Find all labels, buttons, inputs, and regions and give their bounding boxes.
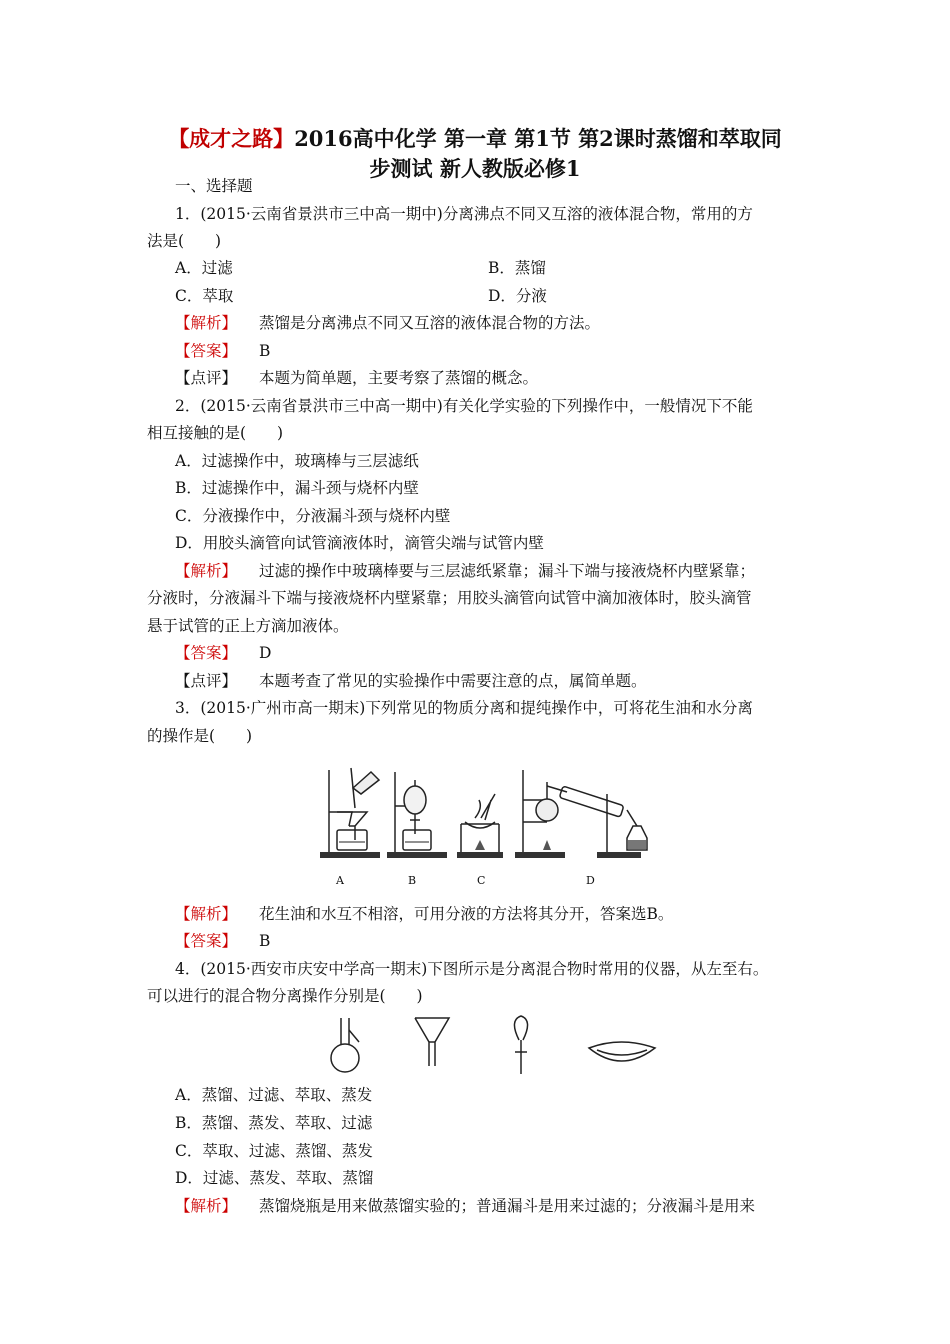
q2-comment-text: 本题考查了常见的实验操作中需要注意的点，属简单题。 <box>259 672 647 690</box>
figure-label-d: D <box>586 874 595 887</box>
q1-analysis-text: 蒸馏是分离沸点不同又互溶的液体混合物的方法。 <box>259 314 601 332</box>
q1-comment-text: 本题为简单题，主要考察了蒸馏的概念。 <box>259 369 539 387</box>
q4-instruments-figure <box>325 1012 665 1080</box>
q3-answer-text: B <box>259 932 271 950</box>
q2-option-a: A．过滤操作中，玻璃棒与三层滤纸 <box>175 452 419 470</box>
q1-options-row1 <box>175 258 841 278</box>
separatory-funnel-apparatus-icon <box>387 772 447 858</box>
evaporation-apparatus-icon <box>457 794 503 858</box>
q4-option-a: A．蒸馏、过滤、萃取、蒸发 <box>175 1086 373 1104</box>
q3-answer <box>175 931 841 951</box>
q3-stem-line2: 的操作是( ) <box>147 727 253 745</box>
q2-analysis-line1: 过滤的操作中玻璃棒要与三层滤纸紧靠；漏斗下端与接液烧杯内壁紧靠； <box>259 562 756 580</box>
separatory-funnel-icon <box>514 1016 527 1074</box>
title-line2: 步测试 新人教版必修1 <box>369 156 581 181</box>
q3-analysis <box>175 904 841 924</box>
answer-tag: 【答案】 <box>175 342 238 360</box>
distillation-apparatus-icon <box>515 770 647 858</box>
q1-option-a: A．过滤 <box>175 259 233 277</box>
comment-tag: 【点评】 <box>175 672 238 690</box>
q3-stem-line1: 3．(2015·广州市高一期末)下列常见的物质分离和提纯操作中，可将花生油和水分离 <box>175 699 753 717</box>
q2-stem-line2: 相互接触的是( ) <box>147 424 284 442</box>
q4-analysis-text: 蒸馏烧瓶是用来做蒸馏实验的；普通漏斗是用来过滤的；分液漏斗是用来 <box>259 1197 756 1215</box>
q2-stem-line1: 2．(2015·云南省景洪市三中高一期中)有关化学实验的下列操作中，一般情况下不能 <box>175 397 753 415</box>
q2-comment <box>175 671 841 691</box>
q1-option-b: B．蒸馏 <box>488 259 546 277</box>
answer-tag: 【答案】 <box>175 644 238 662</box>
q4-stem-line1: 4．(2015·西安市庆安中学高一期末)下图所示是分离混合物时常用的仪器，从左至右。 <box>175 960 769 978</box>
q1-option-d: D．分液 <box>488 287 547 305</box>
q2-answer <box>175 643 841 663</box>
q2-option-d: D．用胶头滴管向试管滴液体时，滴管尖端与试管内壁 <box>175 534 544 552</box>
q1-answer <box>175 341 841 361</box>
figure-label-c: C <box>477 874 486 887</box>
q1-comment <box>175 368 841 388</box>
analysis-tag: 【解析】 <box>175 905 238 923</box>
analysis-tag: 【解析】 <box>175 314 238 332</box>
evaporating-dish-icon <box>589 1042 655 1061</box>
q1-answer-text: B <box>259 342 271 360</box>
q1-option-c: C．萃取 <box>175 287 234 305</box>
q1-stem-line1: 1．(2015·云南省景洪市三中高一期中)分离沸点不同又互溶的液体混合物，常用的方 <box>175 205 753 223</box>
analysis-tag: 【解析】 <box>175 1197 238 1215</box>
figure-label-a: A <box>336 874 344 887</box>
q4-option-c: C．萃取、过滤、蒸馏、蒸发 <box>175 1142 373 1160</box>
q1-analysis <box>175 313 841 333</box>
figure-label-b: B <box>408 874 417 887</box>
q4-option-d: D．过滤、蒸发、萃取、蒸馏 <box>175 1169 374 1187</box>
q4-option-b: B．蒸馏、蒸发、萃取、过滤 <box>175 1114 373 1132</box>
title-main: 2016高中化学 第一章 第1节 第2课时蒸馏和萃取同 <box>294 126 782 151</box>
q3-figure-labels <box>315 874 675 894</box>
q4-analysis <box>175 1196 841 1216</box>
section-heading: 一、选择题 <box>175 177 253 195</box>
q3-apparatus-figure <box>315 760 675 900</box>
analysis-tag: 【解析】 <box>175 562 238 580</box>
answer-tag: 【答案】 <box>175 932 238 950</box>
title-brand: 【成才之路】 <box>168 126 295 151</box>
filtration-apparatus-icon <box>320 768 380 858</box>
funnel-icon <box>415 1018 449 1066</box>
q2-answer-text: D <box>259 644 272 662</box>
distilling-flask-icon <box>331 1018 359 1072</box>
document-title <box>120 124 830 184</box>
q4-stem-line2: 可以进行的混合物分离操作分别是( ) <box>147 987 423 1005</box>
q1-options-row2 <box>175 286 841 306</box>
q2-option-c: C．分液操作中，分液漏斗颈与烧杯内壁 <box>175 507 451 525</box>
q3-analysis-text: 花生油和水互不相溶，可用分液的方法将其分开，答案选B。 <box>259 905 674 923</box>
q2-analysis <box>175 561 841 581</box>
q2-analysis-line3: 悬于试管的正上方滴加液体。 <box>147 617 349 635</box>
comment-tag: 【点评】 <box>175 369 238 387</box>
q2-option-b: B．过滤操作中，漏斗颈与烧杯内壁 <box>175 479 419 497</box>
q2-analysis-line2: 分液时，分液漏斗下端与接液烧杯内壁紧靠；用胶头滴管向试管中滴加液体时，胶头滴管 <box>147 589 752 607</box>
q1-stem-line2: 法是( ) <box>147 232 222 250</box>
